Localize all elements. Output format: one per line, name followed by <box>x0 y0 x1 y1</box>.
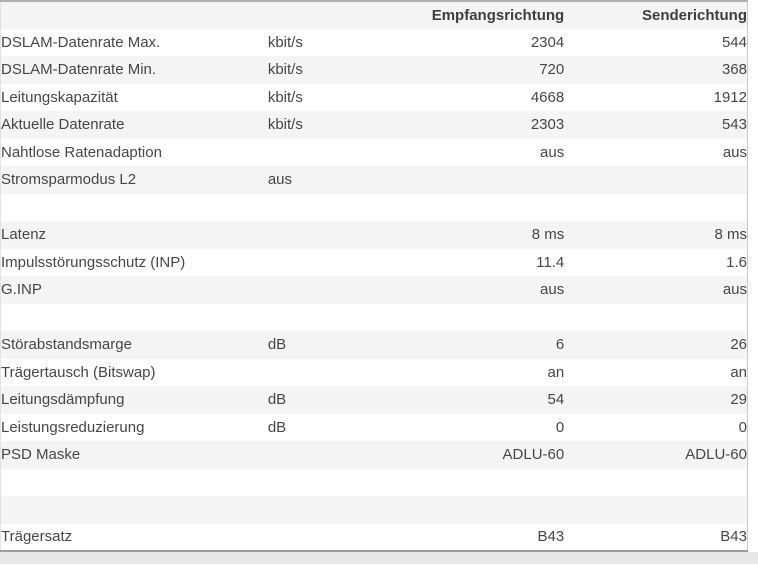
row-unit <box>268 194 391 222</box>
row-value-upstream <box>564 194 747 222</box>
row-value-upstream: B43 <box>720 528 747 546</box>
row-unit <box>268 304 391 332</box>
row-value-upstream: 0 <box>738 418 747 436</box>
row-label: Trägersatz <box>1 528 73 546</box>
row-label: Latenz <box>1 226 47 244</box>
row-value-upstream <box>564 304 747 332</box>
row-value-downstream: 11.4 <box>536 253 565 271</box>
table-row-spacer <box>1 496 748 524</box>
table-row <box>1 331 748 359</box>
row-value-downstream: 0 <box>555 418 565 436</box>
row-value-upstream: 368 <box>721 61 747 79</box>
row-unit: dB <box>267 336 287 354</box>
row-value-downstream: 2303 <box>530 116 565 134</box>
row-unit <box>268 139 391 167</box>
row-unit <box>268 359 391 387</box>
row-label <box>1 194 268 222</box>
row-value-upstream: an <box>730 363 747 381</box>
row-value-downstream: aus <box>540 281 565 299</box>
table-row-spacer <box>1 304 748 332</box>
row-label: Aktuelle Datenrate <box>1 116 125 134</box>
table-row <box>1 56 748 84</box>
row-unit: kbit/s <box>267 88 303 106</box>
row-unit: dB <box>267 391 287 409</box>
row-label: Impulsstörungsschutz (INP) <box>1 253 186 271</box>
table-row <box>1 84 748 112</box>
row-value-downstream <box>391 496 564 524</box>
row-value-downstream: 6 <box>555 336 565 354</box>
table-row <box>1 111 748 139</box>
row-value-upstream <box>564 166 747 194</box>
table-row <box>1 524 748 552</box>
table-row <box>1 249 748 277</box>
row-unit <box>268 524 391 552</box>
row-value-downstream: 4668 <box>530 88 565 106</box>
table-row <box>1 276 748 304</box>
table-row <box>1 414 748 442</box>
row-value-downstream: B43 <box>537 528 565 546</box>
row-value-upstream: 26 <box>730 336 747 354</box>
row-label <box>1 469 268 497</box>
row-label: PSD Maske <box>1 446 81 464</box>
row-unit: kbit/s <box>267 33 303 51</box>
page-background-strip <box>0 552 758 564</box>
table-row-spacer <box>1 469 748 497</box>
row-label: Trägertausch (Bitswap) <box>1 363 156 381</box>
row-value-upstream: 544 <box>721 33 747 51</box>
row-label: Nahtlose Ratenadaption <box>1 143 162 161</box>
column-header-parameter <box>1 1 268 29</box>
right-gutter <box>748 0 758 552</box>
row-value-downstream <box>391 166 564 194</box>
row-label: DSLAM-Datenrate Min. <box>1 61 157 79</box>
column-header-unit <box>268 1 391 29</box>
row-value-downstream <box>391 304 564 332</box>
row-value-downstream: 8 ms <box>531 226 565 244</box>
row-value-upstream: aus <box>722 281 747 299</box>
column-header-downstream: Empfangsrichtung <box>431 6 565 24</box>
row-label: DSLAM-Datenrate Max. <box>1 33 161 51</box>
row-unit <box>268 469 391 497</box>
table-row <box>1 166 748 194</box>
row-value-downstream: 720 <box>539 61 565 79</box>
row-value-downstream: 54 <box>547 391 565 409</box>
row-value-downstream <box>391 194 564 222</box>
table-row <box>1 139 748 167</box>
row-label: G.INP <box>1 281 42 299</box>
table-row <box>1 359 748 387</box>
row-value-upstream: 1912 <box>713 88 747 106</box>
row-unit: kbit/s <box>267 61 303 79</box>
table-row <box>1 221 748 249</box>
row-value-upstream: ADLU-60 <box>685 446 747 464</box>
row-unit: dB <box>267 418 287 436</box>
column-header-upstream: Senderichtung <box>641 6 747 24</box>
table-row <box>1 386 748 414</box>
row-unit: kbit/s <box>267 116 303 134</box>
row-label: Leitungskapazität <box>1 88 118 106</box>
table-row-spacer <box>1 194 748 222</box>
table-row <box>1 441 748 469</box>
row-value-upstream: 8 ms <box>714 226 747 244</box>
row-value-upstream: 1.6 <box>726 253 747 271</box>
row-unit: aus <box>267 171 293 189</box>
table-row <box>1 29 748 57</box>
row-unit <box>268 249 391 277</box>
row-unit <box>268 221 391 249</box>
table-header-row <box>1 1 748 29</box>
row-value-upstream <box>564 469 747 497</box>
row-value-downstream: 2304 <box>530 33 565 51</box>
row-value-upstream <box>564 496 747 524</box>
row-value-upstream: 29 <box>730 391 747 409</box>
row-value-upstream: aus <box>722 143 747 161</box>
row-unit <box>268 441 391 469</box>
row-unit <box>268 276 391 304</box>
row-label: Störabstandsmarge <box>1 336 132 354</box>
row-value-downstream: ADLU-60 <box>502 446 565 464</box>
row-value-downstream: aus <box>540 143 565 161</box>
row-value-downstream <box>391 469 564 497</box>
row-label: Leitungsdämpfung <box>1 391 125 409</box>
row-value-downstream: an <box>547 363 565 381</box>
row-label: Leistungsreduzierung <box>1 418 145 436</box>
row-label <box>1 496 268 524</box>
row-unit <box>268 496 391 524</box>
row-label: Stromsparmodus L2 <box>1 171 137 189</box>
row-label <box>1 304 268 332</box>
row-value-upstream: 543 <box>721 116 747 134</box>
